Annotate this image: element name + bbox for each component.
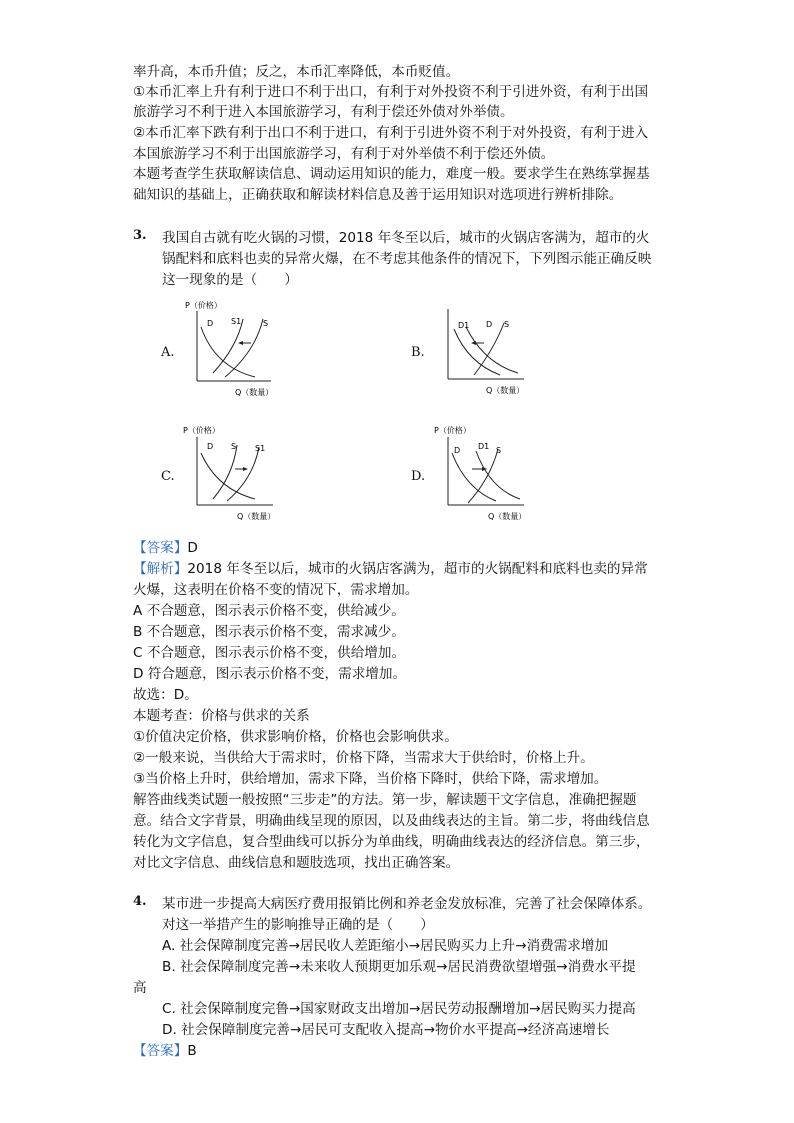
answer-tag: 【答案】 (133, 1043, 188, 1059)
curve-label: D1 (478, 442, 490, 451)
analysis-line: 转化为文字信息，复合型曲线可以拆分为单曲线，明确曲线表达的经济信息。第三步， (133, 834, 650, 850)
answer-value: B (187, 1043, 197, 1059)
intro-line: 本题考查学生获取解读信息、调动运用知识的能力，难度一般。要求学生在熟练掌握基 (133, 166, 650, 182)
curve-label: S (231, 442, 237, 451)
curve-label: D (486, 320, 493, 329)
question-4-option-b: B. 社会保障制度完善→未来收人预期更加乐观→居民消费欲望增强→消费水平提 (162, 959, 636, 975)
answer-line (133, 1041, 197, 1061)
question-4-stem: 某市进一步提高大病医疗费用报销比例和养老金发放标准，完善了社会保障体系。 (162, 896, 652, 912)
y-axis-label: P（价格） (434, 426, 471, 435)
question-4-number: 4. (133, 894, 147, 909)
curve-label: S1 (255, 444, 266, 453)
analysis-line: 故选：D。 (133, 687, 198, 703)
option-c-label: C. (161, 469, 175, 484)
analysis-line: A 不合题意，图示表示价格不变，供给减少。 (133, 603, 405, 619)
question-4-option-b-wrap: 高 (133, 980, 147, 996)
option-a-label: A. (161, 345, 175, 360)
analysis-line: ②一般来说，当供给大于需求时，价格下降，当需求大于供给时，价格上升。 (133, 750, 594, 766)
question-4-option-c: C. 社会保障制度完鲁→国家财政支出增加→居民劳动报酬增加→居民购买力提高 (162, 1001, 636, 1017)
analysis-line: ③当价格上升时，供给增加，需求下降，当价格下降时，供给下降，需求增加。 (133, 771, 608, 787)
answer-tag: 【答案】 (133, 540, 188, 556)
analysis-line: 对比文字信息、曲线信息和题肢选项，找出正确答案。 (133, 855, 460, 871)
analysis-line: 解答曲线类试题一般按照“三步走”的方法。第一步，解读题干文字信息，准确把握题 (133, 792, 637, 808)
x-axis-label: Q（数量） (486, 386, 525, 395)
question-3-stem: 这一现象的是（ ） (162, 272, 298, 288)
option-d-graph (434, 423, 529, 523)
y-axis-label: P（价格） (183, 426, 220, 435)
curve-label: S (496, 446, 502, 455)
question-3-number: 3. (133, 228, 147, 243)
analysis-line: C 不合题意，图示表示价格不变，供给增加。 (133, 645, 406, 661)
curve-label: D (454, 446, 461, 455)
analysis-line: B 不合题意，图示表示价格不变，需求减少。 (133, 624, 405, 640)
intro-line: 本国旅游学习不利于出国旅游学习，有利于对外举债不利于偿还外债。 (133, 146, 555, 162)
analysis-text: 2018 年冬至以后，城市的火锅店客满为，超市的火锅配料和底料也卖的异常 (187, 561, 648, 577)
intro-line: 础知识的基础上，正确获取和解读材料信息及善于运用知识对选项进行辨析排除。 (133, 187, 623, 203)
answer-line (133, 538, 198, 558)
question-4-option-a: A. 社会保障制度完善→居民收人差距缩小→居民购买力上升→消费需求增加 (162, 938, 609, 954)
option-b-label: B. (411, 345, 425, 360)
analysis-line: ①价值决定价格，供求影响价格，价格也会影响供求。 (133, 729, 458, 745)
analysis-tag: 【解析】 (133, 561, 188, 577)
y-axis-label: P（价格） (185, 301, 222, 310)
curve-label: S (504, 320, 510, 329)
x-axis-label: Q（数量） (237, 512, 276, 521)
answer-value: D (187, 540, 198, 556)
curve-label: S (263, 319, 269, 328)
analysis-line: 意。结合文字背景，明确曲线呈现的原因，以及曲线表达的主旨。第二步，将曲线信息 (133, 813, 650, 829)
curve-label: D1 (458, 321, 470, 330)
analysis-line (133, 559, 648, 579)
analysis-line: 火爆，这表明在价格不变的情况下，需求增加。 (133, 582, 419, 598)
curve-label: D (207, 442, 214, 451)
option-d-label: D. (411, 469, 426, 484)
option-b-graph (434, 297, 529, 407)
intro-line: ①本币汇率上升有利于进口不利于出口，有利于对外投资不利于引进外资，有利于出国 (133, 84, 649, 100)
question-4-option-d: D. 社会保障制度完善→居民可支配收入提高→物价水平提高→经济高速增长 (162, 1022, 610, 1038)
intro-line: ②本币汇率下跌有利于出口不利于进口，有利于引进外资不利于对外投资，有利于进入 (133, 125, 649, 141)
x-axis-label: Q（数量） (235, 388, 274, 397)
intro-line: 旅游学习不利于进入本国旅游学习，有利于偿还外债对外举债。 (133, 104, 514, 120)
option-a-graph (185, 297, 275, 402)
analysis-line: D 符合题意，图示表示价格不变，需求增加。 (133, 666, 407, 682)
curve-label: D (207, 319, 214, 328)
curve-label: S1 (231, 317, 242, 326)
option-c-graph (183, 423, 278, 523)
question-3-stem: 我国自古就有吃火锅的习惯，2018 年冬至以后，城市的火锅店客满为，超市的火 (162, 230, 650, 246)
x-axis-label: Q（数量） (488, 512, 527, 521)
analysis-line: 本题考查：价格与供求的关系 (133, 708, 310, 724)
question-3-stem: 锅配料和底料也卖的异常火爆，在不考虑其他条件的情况下，下列图示能正确反映 (162, 251, 652, 267)
question-4-stem: 对这一举措产生的影响推导正确的是（ ） (162, 917, 434, 933)
intro-line: 率升高，本币升值；反之，本币汇率降低，本币贬值。 (133, 64, 460, 80)
